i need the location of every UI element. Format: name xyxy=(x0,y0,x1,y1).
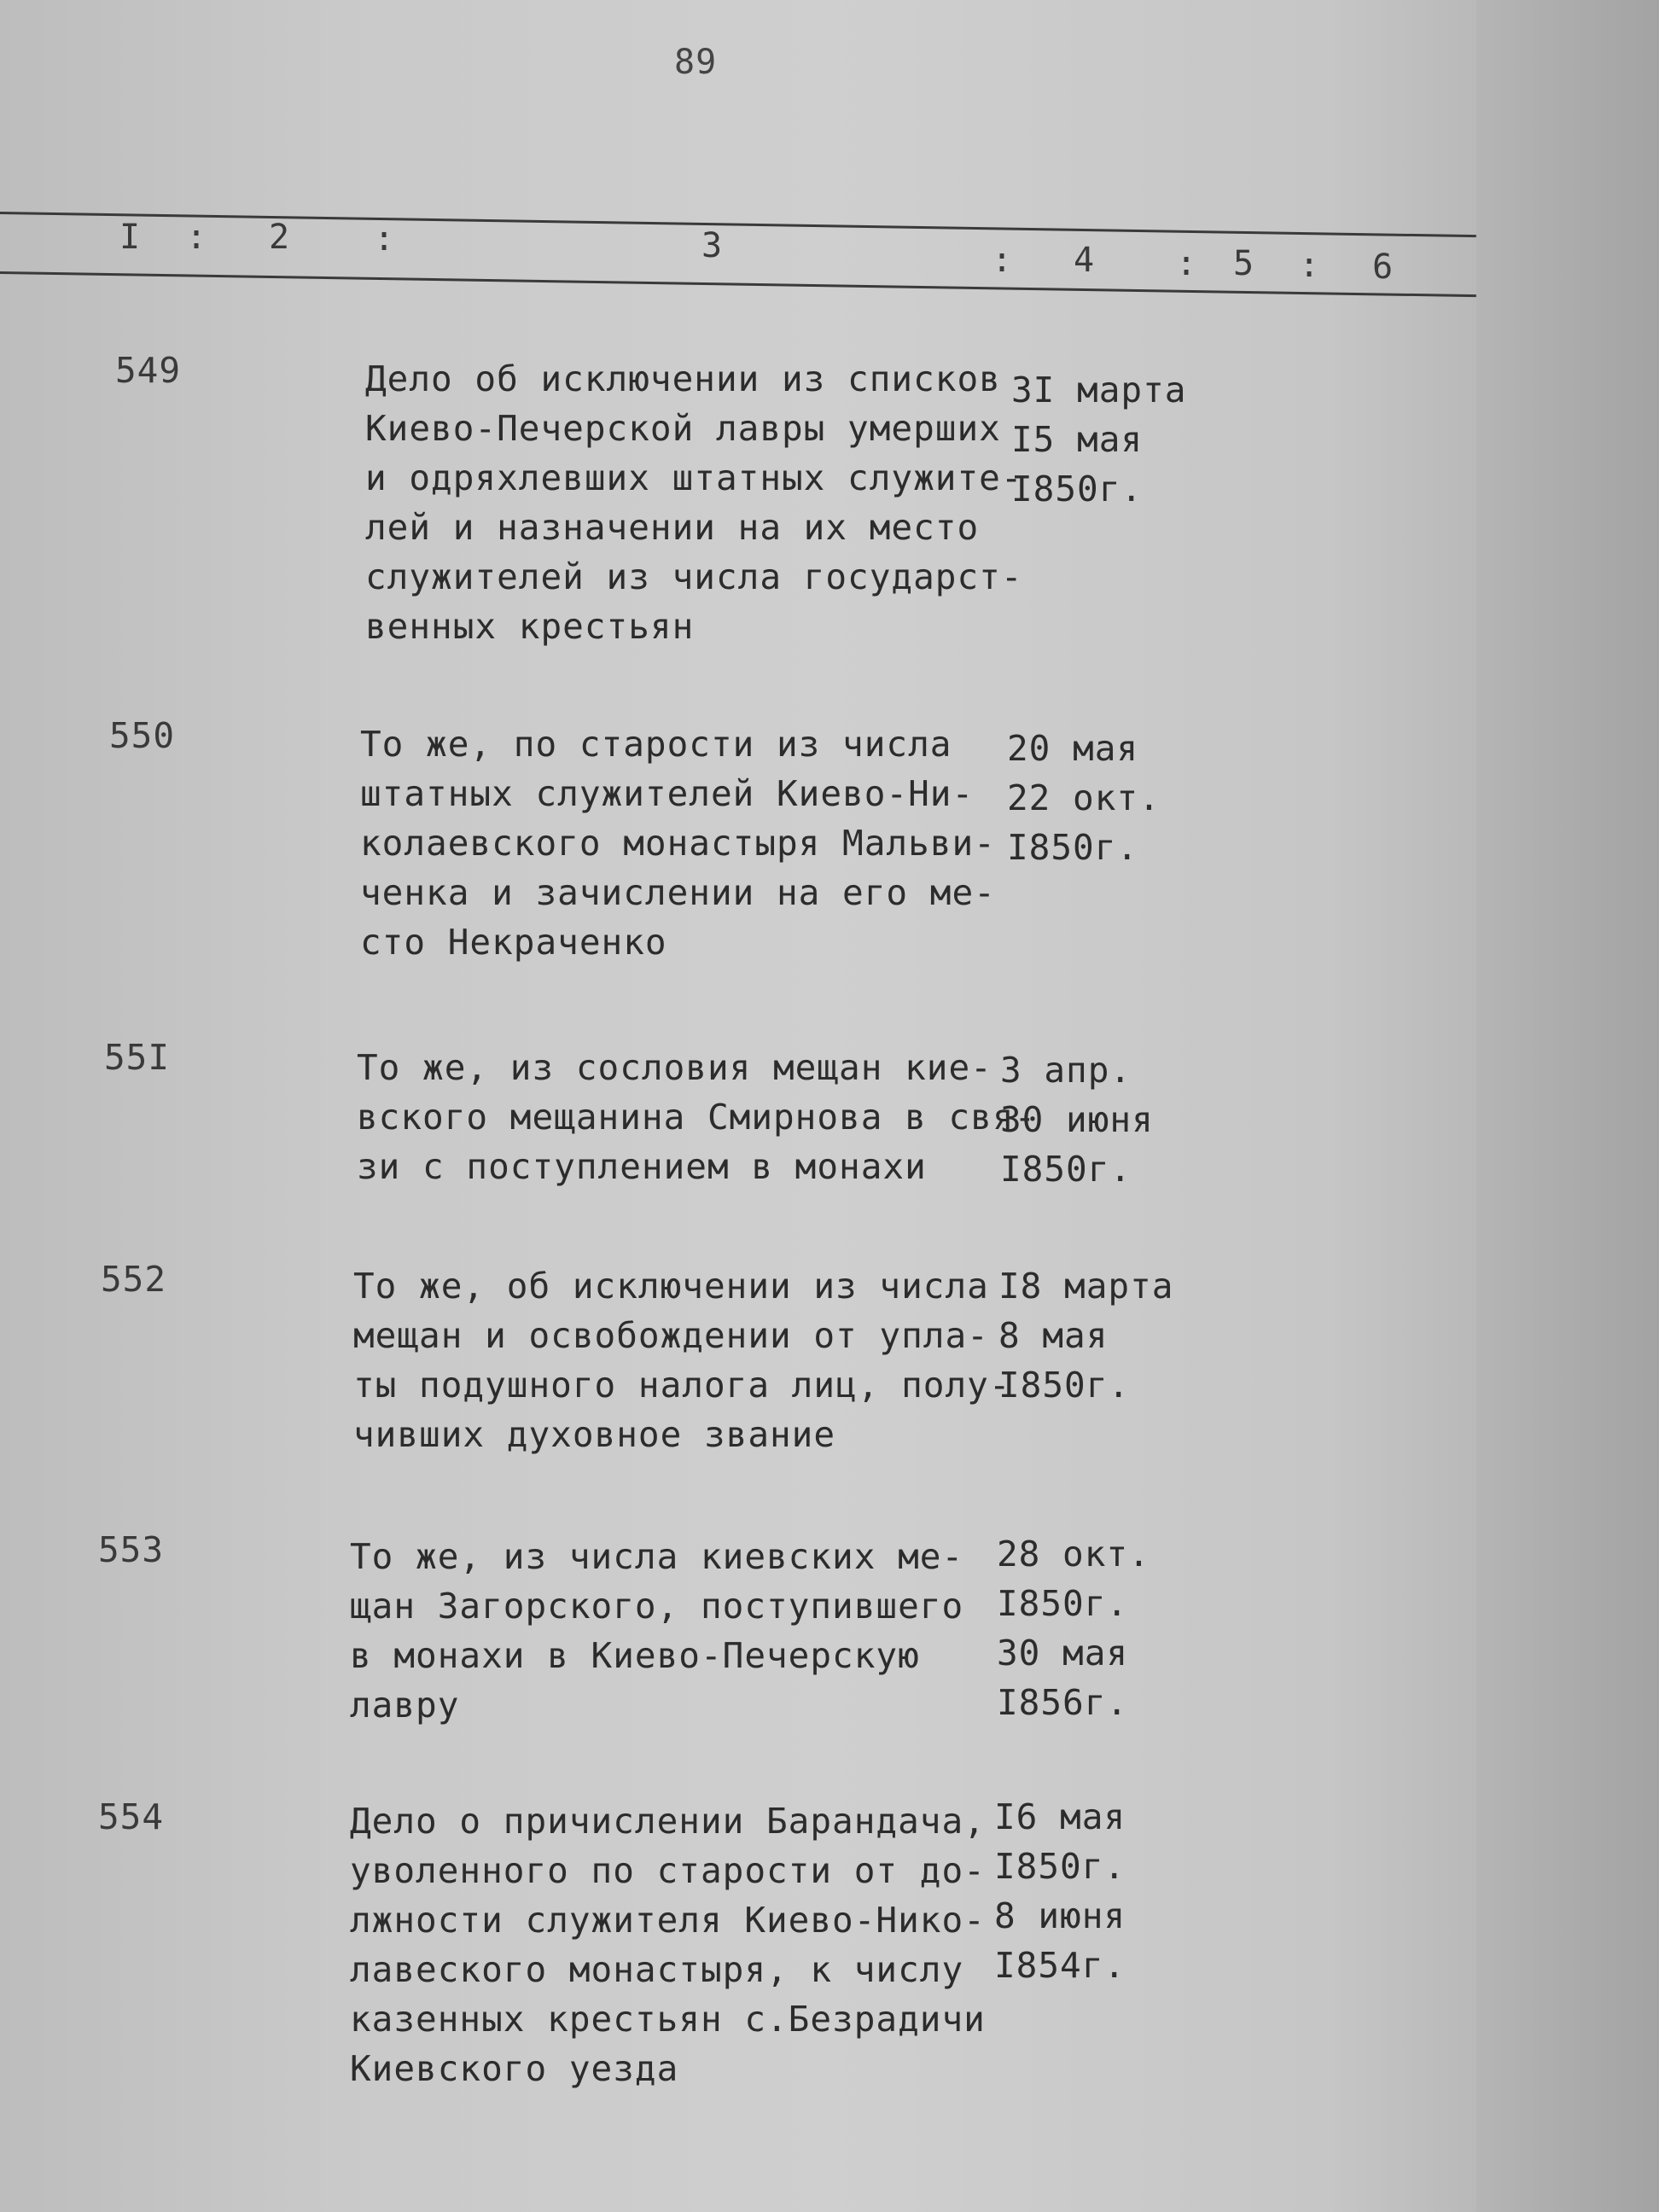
entry-dates xyxy=(1000,1045,1188,1194)
header-rule-top xyxy=(0,212,1476,237)
date-line: I856г. xyxy=(997,1682,1129,1723)
column-header-6: 6 xyxy=(1372,247,1394,287)
description-line: То же, по старости из числа xyxy=(360,724,952,765)
entry-dates xyxy=(994,1792,1182,1990)
description-line: зи с поступлением в монахи xyxy=(357,1146,927,1187)
date-line: 3I марта xyxy=(1011,370,1187,410)
column-header-3: 3 xyxy=(701,226,724,265)
date-line: I850г. xyxy=(994,1846,1126,1887)
date-line: 8 мая xyxy=(998,1315,1109,1356)
entry-number: 549 xyxy=(115,350,182,391)
description-line: колаевского монастыря Мальви- xyxy=(360,823,996,864)
description-line: лей и назначении на их место xyxy=(365,507,980,548)
date-line: I850г. xyxy=(998,1365,1131,1406)
date-line: 22 окт. xyxy=(1007,777,1161,818)
column-separator: : xyxy=(1176,244,1198,283)
description-line: ченка и зачислении на его ме- xyxy=(360,872,996,913)
date-line: 30 мая xyxy=(997,1633,1129,1674)
description-line: и одряхлевших штатных служите- xyxy=(365,457,1023,498)
entry-number: 553 xyxy=(98,1529,165,1570)
description-line: лавеского монастыря, к числу xyxy=(350,1949,964,1990)
description-line: служителей из числа государст- xyxy=(365,556,1023,597)
entry-description xyxy=(357,1043,1037,1191)
date-line: I854г. xyxy=(994,1945,1126,1986)
description-line: венных крестьян xyxy=(365,606,695,647)
entry-description xyxy=(350,1796,998,2093)
entry-number: 552 xyxy=(101,1259,167,1300)
date-line: 28 окт. xyxy=(997,1534,1150,1575)
column-header-1: I xyxy=(119,218,142,257)
description-line: казенных крестьян с.Безрадичи xyxy=(350,1999,986,2040)
date-line: I8 марта xyxy=(998,1266,1174,1307)
date-line: I5 мая xyxy=(1011,419,1144,460)
date-line: I850г. xyxy=(1000,1149,1132,1190)
description-line: в монахи в Киево-Печерскую xyxy=(350,1635,920,1676)
date-line: I850г. xyxy=(1011,469,1144,509)
date-line: 20 мая xyxy=(1007,728,1139,769)
description-line: Дело о причислении Барандача, xyxy=(350,1801,986,1842)
date-line: 30 июня xyxy=(1000,1099,1154,1140)
description-line: Дело об исключении из списков xyxy=(365,358,1001,399)
column-header-4: 4 xyxy=(1074,241,1096,280)
date-line: 3 апр. xyxy=(1000,1050,1132,1091)
description-line: сто Некраченко xyxy=(360,922,667,963)
description-line: мещан и освобождении от упла- xyxy=(353,1315,989,1356)
date-line: I6 мая xyxy=(994,1796,1126,1837)
column-separator: : xyxy=(992,241,1014,280)
sheet-edge xyxy=(1476,0,1659,2212)
description-line: Киево-Печерской лавры умерших xyxy=(365,408,1001,449)
description-line: То же, из числа киевских ме- xyxy=(350,1536,964,1577)
description-line: щан Загорского, поступившего xyxy=(350,1586,964,1627)
description-line: штатных служителей Киево-Ни- xyxy=(360,773,975,814)
entry-dates xyxy=(998,1261,1186,1410)
date-line: I850г. xyxy=(1007,827,1139,868)
description-line: вского мещанина Смирнова в свя- xyxy=(357,1097,1037,1138)
entry-number: 554 xyxy=(98,1796,165,1837)
description-line: Киевского уезда xyxy=(350,2048,679,2089)
column-header-2: 2 xyxy=(269,218,291,257)
entry-description xyxy=(365,354,1023,651)
header-rule-bottom xyxy=(0,271,1476,297)
entry-dates xyxy=(1011,365,1199,514)
column-separator: : xyxy=(1299,246,1321,285)
description-line: То же, об исключении из числа xyxy=(353,1266,989,1307)
description-line: чивших духовное звание xyxy=(353,1414,836,1455)
entry-description xyxy=(360,719,1009,967)
entry-description xyxy=(350,1532,998,1730)
date-line: I850г. xyxy=(997,1583,1129,1624)
column-header-5: 5 xyxy=(1233,244,1255,283)
column-separator: : xyxy=(186,218,208,257)
date-line: 8 июня xyxy=(994,1895,1126,1936)
page-number: 89 xyxy=(674,43,718,82)
description-line: лавру xyxy=(350,1685,460,1726)
entry-number: 550 xyxy=(109,715,176,756)
entry-dates xyxy=(997,1529,1185,1727)
description-line: То же, из сословия мещан кие- xyxy=(357,1047,992,1088)
description-line: уволенного по старости от до- xyxy=(350,1850,986,1891)
column-separator: : xyxy=(374,219,396,259)
entry-number: 55I xyxy=(104,1037,171,1078)
entry-description xyxy=(353,1261,1011,1459)
description-line: ты подушного налога лиц, полу- xyxy=(353,1365,1011,1406)
entry-dates xyxy=(1007,724,1195,872)
description-line: лжности служителя Киево-Нико- xyxy=(350,1900,986,1941)
